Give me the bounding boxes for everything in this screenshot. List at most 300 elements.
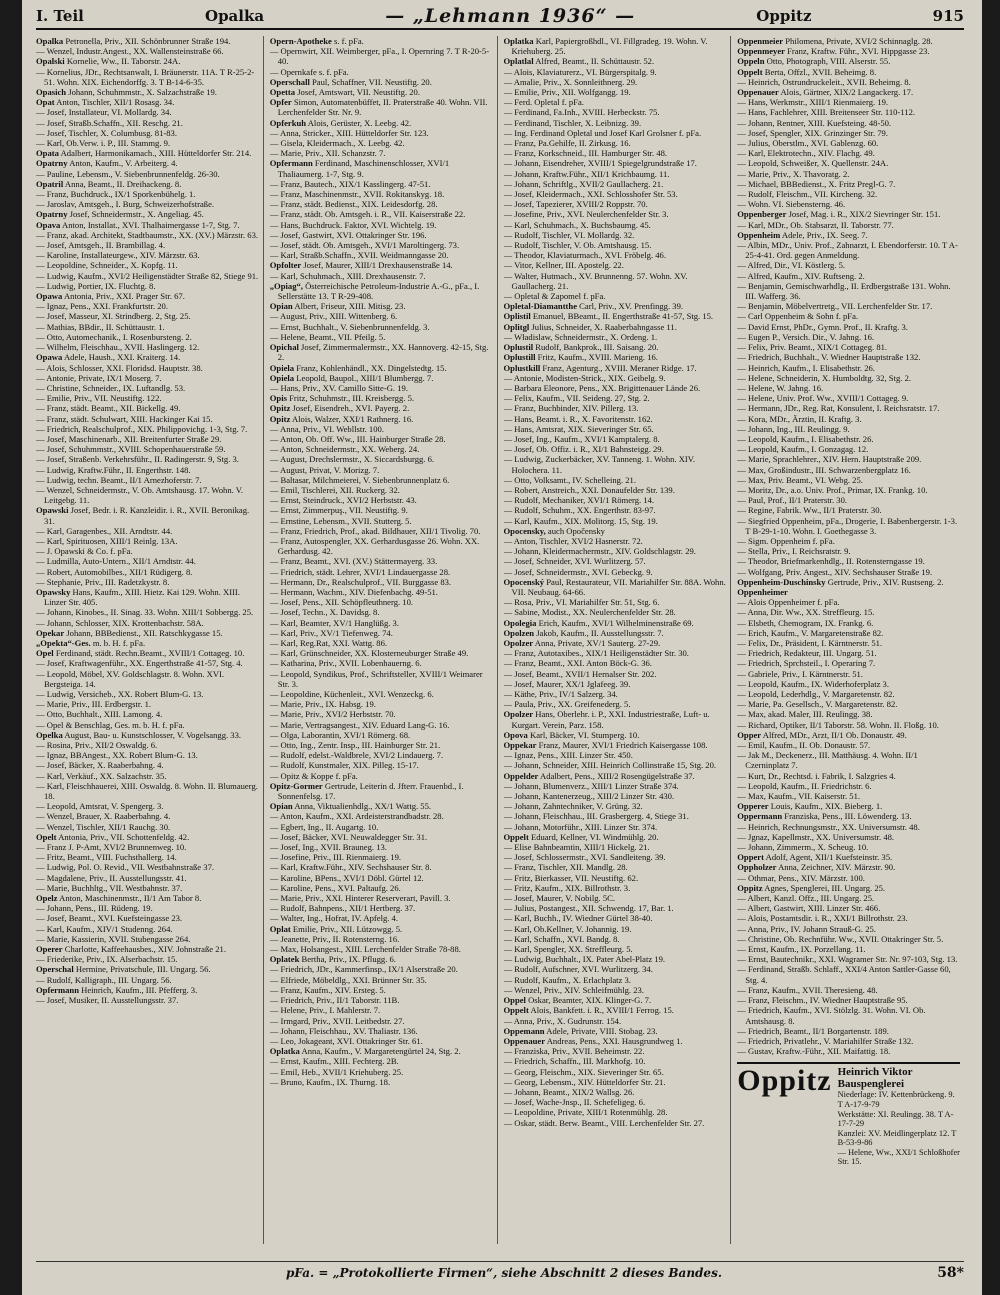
directory-entry: — Christine, Schneider., IX. Luftandlg. 53.	[36, 382, 186, 393]
directory-entry: — Helene, Univ. Prof. Ww., XVIII/1 Cottageg. 9.	[737, 393, 909, 404]
directory-entry: Opperer Louis, Kaufm., XIX. Bieberg. 1.	[737, 801, 883, 812]
directory-entry: — Ernst, Steindruck., XVI/2 Herbststr. 43.	[269, 495, 417, 506]
directory-entry: — Franz, städt. Ob. Amtsgeh. i. R., VII. Kaiserstraße 22.	[269, 209, 466, 220]
directory-entry: — Rudolf, Kalligraph., III. Ungarg. 56.	[36, 974, 172, 985]
directory-entry: — Georg, Fleischm., XIX. Sieveringer Str. 65.	[503, 1066, 664, 1077]
directory-entry: — Marie, Vertragsangest., XIV. Eduard Lang-G. 16.	[269, 719, 450, 730]
directory-entry: — Opernwirt, XII. Weimberger, pFa., I. Opernring 7. T R-20-5-40.	[269, 46, 490, 67]
directory-entry: — Barbara Eleonore, Pens., XX. Brigittenauer Lände 26.	[503, 382, 701, 393]
directory-entry: Opava Anton, Installat., XVI. Thalhaimergasse 1-7, Stg. 7.	[36, 219, 240, 230]
directory-entry: — Opitz & Koppe f. pFa.	[269, 770, 358, 781]
directory-entry: Oppelt Eduard, Kellner, VI. Windmühlg. 20.	[503, 831, 659, 842]
directory-entry: — Karl, Straßb.Schaffn., XVII. Weidmanngasse 20.	[269, 250, 449, 261]
directory-entry: Oppenauer Andreas, Pens., XXI. Hausgrundweg 1.	[503, 1035, 683, 1046]
directory-entry: — Albert, Kanzl. Offz., III. Ungarg. 25.	[737, 893, 875, 904]
directory-entry: — Rudolf, Fleischm., VII. Kircheng. 32.	[737, 189, 878, 200]
directory-entry: — Jaroslav, Amtsgeh., I. Burg, Schweizerhofstraße.	[36, 199, 215, 210]
directory-entry: — Ferdinand, Straßb. Schlaff., XXI/4 Anton Sattler-Gasse 60, Stg. 4.	[737, 964, 951, 985]
directory-entry: Oplatka Anna, Kaufm., V. Margaretengürtel 24, Stg. 2.	[269, 1046, 461, 1057]
directory-entry: — Emilie, Priv., XII. Wolfgangg. 19.	[503, 87, 631, 98]
directory-entry: — Anna, Priv., VI. Webllstr. 100.	[269, 423, 384, 434]
directory-entry: Opfer Simon, Automatenbüffet, II. Praterstraße 40. Wohn. VII. Lerchenfelder Str. Nr. 9.	[269, 97, 488, 118]
directory-entry: — Albin, MDr., Univ. Prof., Zahnarzt, I. Ebendorferstr. 10. T A-25-4-41. Ord. gegen Anmeldung.	[737, 240, 958, 261]
directory-entry: — Josef, Maschinenarb., XII. Breitenfurter Straße 29.	[36, 433, 222, 444]
directory-entry: Oppenmeier Philomena, Private, XVI/2 Schinnaglg. 28.	[737, 36, 933, 46]
directory-entry: — Friedrich, Privatlehr., V. Mariahilfer Straße 132.	[737, 1035, 914, 1046]
directory-entry: Operschall Paul, Schaffner, VII. Neustiftg. 20.	[269, 76, 432, 87]
directory-entry: — Johann, Eisendreher, XVIII/1 Spiegelgrundstraße 17.	[503, 158, 697, 169]
directory-entry: — Jgnaz, Kapellmstr., XX. Universumstr. 48.	[737, 831, 895, 842]
directory-entry: — Helene, Priv., I. Mahlerstr. 7.	[269, 1005, 381, 1016]
book-title: — „Lehmann 1936“ —	[385, 5, 636, 27]
directory-entry: — Josef, Installateur, VI. Mollardg. 34.	[36, 107, 172, 118]
directory-entry: Oplustkill Franz, Agenturg., XVIII. Meraner Ridge. 17.	[503, 362, 697, 373]
directory-entry: — Wilhelm, Fleischhau., XVII. Haslingerg. 12.	[36, 342, 200, 353]
directory-entry: — Josefine, Priv., III. Rienmaierg. 19.	[269, 852, 402, 863]
column-4	[737, 36, 964, 1244]
directory-entry: — Heinrich, Rechnungsmstr., XX. Universumstr. 48.	[737, 821, 920, 832]
directory-entry: Opis Fritz, Schuhmstr., III. Kreisbergg. 5.	[269, 393, 415, 404]
directory-entry: — Max, Holsangest., XIII. Lerchenfelder Straße 78-88.	[269, 944, 461, 955]
directory-entry: Opocenský Paul, Restaurateur, VII. Mariahilfer Str. 88A. Wohn. VII. Neubaug. 64-66.	[503, 576, 726, 597]
directory-entry: — Siegfried Oppenheim, pFa., Drogerie, I. Babenbergerstr. 1-3. T B-29-1-10. Wohn. I. Goethegasse 3.	[737, 515, 958, 536]
directory-entry: — Antonie, Modisten-Strick., XIX. Geibelg. 9.	[503, 372, 666, 383]
directory-entry: — Josef, Wache-Jnsp., II. Schefeligeg. 6.	[503, 1097, 646, 1108]
directory-entry: — Marie, Kassierin, XVII. Stubengasse 264.	[36, 933, 191, 944]
directory-entry: — Hans, Amtsrat, XIX. Sieveringer Str. 65.	[503, 423, 654, 434]
directory-entry: Opfolter Josef, Maurer, XIII/1 Drexhausenstraße 14.	[269, 260, 453, 271]
directory-entry: — Paul, Prof., II/1 Praterstr. 30.	[737, 495, 848, 506]
ad-firm: Heinrich Viktor Bauspenglerei	[837, 1066, 913, 1091]
directory-entry: — Otto, Automechanik., I. Rosenbursteng. 2.	[36, 331, 192, 342]
directory-entry: — Robert, Anstreich., XXI. Donaufelder Str. 139.	[503, 484, 675, 495]
directory-entry: — Paula, Priv., XX. Greifenederg. 5.	[503, 699, 631, 710]
directory-entry: — Emil, Tischlerei, XII. Ruckerg. 32.	[269, 484, 400, 495]
directory-entry: — Gisela, Kleidermach., X. Leebg. 42.	[269, 138, 405, 149]
directory-entry: — Hermann, Wachm., XIV. Diefenbachg. 49-51.	[269, 586, 438, 597]
directory-entry: — Leopoldine, Schneider., X. Kopfg. 11.	[36, 260, 178, 271]
directory-entry: — Johann, Fleischhau., III. Grasbergerg. 4, Stiege 31.	[503, 811, 689, 822]
directory-entry: Opolegia Erich, Kaufm., XVI/1 Wilhelminenstraße 69.	[503, 617, 694, 628]
directory-entry: — Friedrich, Beamt., II/1 Borgartenstr. 189.	[737, 1025, 889, 1036]
directory-entry: — Rudolf, Schuhm., XX. Engerthstr. 83-97.	[503, 505, 656, 516]
directory-entry: — Regine, Fabrik. Ww., II/1 Praterstr. 30.	[737, 505, 882, 516]
directory-entry: — Franz, Buchbinder, XIV. Pillerg. 13.	[503, 403, 639, 414]
directory-entry: Oppel Oskar, Beamter, XIX. Klinger-G. 7.	[503, 995, 652, 1006]
directory-entry: — Helene, Beamt., VII. Pfeilg. 5.	[269, 331, 386, 342]
directory-entry: — Karl, Buchh., IV. Wiedner Gürtel 38-40.	[503, 913, 653, 924]
directory-entry: Opelka August, Bau- u. Kunstschlosser, V. Vogelsangg. 33.	[36, 729, 242, 740]
directory-entry: — Ignaz, Pens., XIII. Linzer Str. 450.	[503, 750, 633, 761]
directory-entry: Opitz-Gormer Gertrude, Leiterin d. Jfterr. Frauenbd., I. Sonnenfelsg. 17.	[269, 780, 464, 802]
directory-entry: Oplatek Bertha, Priv., IX. Pflugg. 6.	[269, 954, 396, 965]
keyword-right: Oppitz	[756, 7, 812, 25]
directory-entry: — Felix, Priv. Beamt., XIX/1 Cottageg. 81.	[737, 342, 888, 353]
directory-entry: — Franz, Fleischm., IV. Wiedner Hauptstraße 95.	[737, 995, 908, 1006]
directory-entry: — Josef, Beamt., XVI. Kuefsteingasse 23.	[36, 913, 183, 924]
directory-entry: — Leopold, Lederhdlg., V. Margaretenstr. 82.	[737, 689, 895, 699]
column-3	[504, 36, 732, 1244]
directory-entry: — Leopold, Schweißer, X. Quellenstr. 24A.	[737, 158, 889, 169]
column-2	[270, 36, 498, 1244]
directory-entry: Oppenheimer	[737, 586, 788, 597]
directory-entry: — Ferd. Opletal f. pFa.	[503, 97, 584, 108]
directory-entry: Oppemann Adele, Private, VIII. Stobag. 23.	[503, 1025, 658, 1036]
directory-entry: — Otto, Buchhalt., XIII. Lamong. 4.	[36, 709, 163, 720]
directory-entry: — Egbert, Ing., II. Augartg. 10.	[269, 821, 379, 832]
directory-entry: — Ignaz, Pens., XXI. Frankfurtstr. 20.	[36, 301, 168, 312]
directory-entry: — Franz, Korkschneid., III. Hamburger Str. 48.	[503, 148, 668, 159]
directory-entry: — Mathias, BBdir., II. Schüttaustr. 1.	[36, 321, 165, 332]
directory-entry: — Anna, Priv., IV. Johann Strauß-G. 25.	[737, 923, 876, 934]
directory-entry: — Ludwig, Kraftw.Führ., II. Engerthstr. 148.	[36, 464, 191, 475]
directory-entry: — Rosina, Priv., XII/2 Oswaldg. 6.	[36, 740, 158, 751]
directory-entry: — Alfred, Kaufm., XIV. Ruftseng. 2.	[737, 270, 865, 281]
directory-entry: — Amalie, Priv., X. Sonnleithnerg. 29.	[503, 76, 638, 87]
directory-entry: — Sabine, Modist., XX. Neulerchenfelder Str. 28.	[503, 607, 676, 618]
directory-entry: — Friedrich, Kaufm., XVI. Stölzlg. 31. Wohn. VI. Ob. Amtshausg. 8.	[737, 1005, 926, 1026]
directory-entry: — Marie, Pa. Gesellsch., V. Margaretenstr. 82.	[737, 699, 898, 710]
directory-entry: — Eugen P., Versich. Dir., V. Jahng. 16.	[737, 331, 875, 342]
directory-entry: — Benjamin, Möbelvertretg., VII. Lerchenfelder Str. 17.	[737, 301, 933, 312]
ad-brand: Oppitz	[737, 1064, 832, 1098]
directory-entry: — Hans, Buchdruck. Faktor, XVI. Wichtelg. 19.	[269, 219, 437, 230]
directory-entry: — Władislaw, Schneidermstr., X. Ordeng. 1.	[503, 331, 658, 342]
directory-entry: — Opel & Benschlag, Ges. m. b. H. f. pFa.	[36, 719, 185, 730]
directory-entry: — Marie, Priv., X. Thavoratg. 2.	[737, 168, 850, 179]
directory-entry: — Alois Oppenheimer f. pFa.	[737, 597, 840, 608]
directory-entry: Opel Ferdinand, städt. Rechn.Beamt., XVIII/1 Cottageg. 10.	[36, 648, 245, 659]
directory-entry: — Ludwig, Kaufm., XVI/2 Heiligenstädter Straße 82, Stiege 91.	[36, 270, 259, 281]
directory-entry: Oppelder Adalbert, Pens., XIII/2 Rosengügelstraße 37.	[503, 770, 695, 781]
directory-entry: Oppenheim-Duschinsky Gertrude, Priv., XIV. Rustseng. 2.	[737, 576, 944, 587]
directory-entry: — Franz, Kaufm., XIV. Ersteg. 5.	[269, 984, 386, 995]
directory-entry: — Wenzel, Brauer, X. Raaberbahng. 4.	[36, 811, 171, 822]
directory-entry: — Rudolf, Aufschner, XVI. Wurlitzerg. 34.	[503, 964, 653, 975]
directory-entry: — Opletal & Zapomel f. pFa.	[503, 291, 606, 302]
page-marker: 58*	[937, 1265, 964, 1281]
directory-entry: — Marie, Priv., XXI. Hinterer Reserverart, Pavill. 3.	[269, 893, 451, 904]
directory-entry: — Olga, Laborantin, XVI/1 Römerg. 68.	[269, 729, 411, 740]
directory-entry: — Karl, MDr., Ob. Stabsarzt, II. Taborstr. 77.	[737, 219, 894, 230]
directory-entry: — Irmgard, Priv., XVII. Leitbedstr. 27.	[269, 1015, 405, 1026]
directory-entry: — Josef, Ob. Offiz. i. R., XI/1 Bahnsteigg. 29.	[503, 444, 664, 455]
directory-entry: — Franz, Pa.Gehilfe, II. Zirkusg. 16.	[503, 138, 631, 149]
directory-entry: Opawsky Hans, Kaufm., XIII. Hietz. Kai 129. Wohn. XIII. Linzer Str. 405.	[36, 586, 240, 608]
directory-entry: — Rudolf, Tischler, VI. Mollardg. 32.	[503, 229, 635, 240]
directory-entry: — Karl, Kaufm., XIV/1 Studenng. 264.	[36, 923, 173, 934]
directory-entry: — Josef, Tischler, X. Columbusg. 81-83.	[36, 127, 177, 138]
directory-entry: — Alfred, Dir., VI. Köstlerg. 5.	[737, 260, 846, 271]
directory-entry: — Othmar, Pens., XIV. Märzstr. 100.	[737, 872, 865, 883]
directory-entry: — Karoline, BPens., XVI/1 Döbl. Gürtel 12.	[269, 872, 424, 883]
directory-entry: — Georg, Lebensm., XIV. Hütteldorfer Str. 21.	[503, 1076, 666, 1087]
directory-entry: Opova Karl, Bäcker, VI. Stumperg. 10.	[503, 729, 640, 740]
page-footer	[36, 1261, 964, 1281]
directory-entry: — Anna, Stricker., XIII. Hütteldorfer Str. 123.	[269, 127, 429, 138]
directory-entry: — Wohn. VI. Siebensterng. 46.	[737, 199, 846, 210]
directory-entry: — Johann, Schlosser, XIX. Krottenbachstr. 58A.	[36, 617, 204, 628]
directory-entry: Oppenberger Josef, Mag. i. R., XIX/2 Sievringer Str. 151.	[737, 209, 941, 220]
directory-entry: Opata Adalbert, Harmonikamach., XIII. Hütteldorfer Str. 214.	[36, 148, 252, 159]
directory-entry: — Hans, Priv., XV. Camillo Sitte-G. 19.	[269, 382, 408, 393]
directory-entry: — Josef, Beamt., XVII/1 Hernalser Str. 202.	[503, 668, 657, 679]
directory-entry: — Johann, Rentner, XIII. Kuefsteing. 48-50.	[737, 117, 892, 128]
directory-entry: — Max, Kaufm., VII. Kaiserstr. 51.	[737, 791, 861, 802]
directory-entry: — Franz, städt. Beamt., XII. Bickellg. 49.	[36, 403, 181, 414]
directory-entry: Opelz Anton, Maschinenmstr., II/1 Am Tabor 8.	[36, 893, 202, 904]
directory-entry: Opolzer Hans, Oberlehr. i. P., XXI. Industriestraße, Luft- u. Kurgart. Verein, Parz. 158.	[503, 709, 710, 730]
directory-entry: — Anton, Kaufm., XXI. Ardeisterstrandbadstr. 28.	[269, 811, 444, 822]
directory-entry: — David Ernst, PhDr., Gymn. Prof., II. Kraftg. 3.	[737, 321, 908, 332]
directory-entry: — Walter, Hutmach., XV. Brunnenng. 57. Wohn. XV. Gaullacherg. 21.	[503, 270, 688, 291]
directory-entry: — Theodor, Klaviaturmach., XVI. Fröbelg. 46.	[503, 250, 667, 261]
directory-entry: — Leopoldine, Küchenleit., XVI. Wenzeckg. 6.	[269, 689, 434, 699]
directory-entry: — Johann, Kinobes., II. Sinag. 33. Wohn. XIII/1 Sobbergg. 25.	[36, 607, 254, 618]
directory-entry: — Franz, Bautech., XIX/1 Kasslingerg. 47-51.	[269, 178, 431, 189]
directory-entry: Oplustil Rudolf, Bankprok., III. Saisang. 20.	[503, 342, 659, 353]
directory-entry: Opichal Josef, Zimmermalermstr., XX. Hannoverg. 42-15, Stg. 2.	[269, 342, 489, 363]
directory-entry: — Hans, Werkmstr., XIII/1 Rienmaierg. 19.	[737, 97, 889, 108]
directory-entry: — Opernkafe s. f. pFa.	[269, 66, 349, 77]
directory-entry: — Karl, Reg.Rat, XXI. Wattg. 86.	[269, 637, 388, 648]
directory-entry: — Richard, Optiker, II/1 Taborstr. 58. Wohn. II. Floßg. 10.	[737, 719, 939, 730]
directory-entry: Operschal Hermine, Privatschule, III. Ungarg. 56.	[36, 964, 211, 975]
directory-entry: — Friedrich, Schaffn., III. Markhofg. 10.	[503, 1056, 646, 1067]
directory-entry: „Opiag“, Österreichische Petroleum-Industrie A.-G., pFa., I. Sellerstätte 13. T R-29-408.	[269, 280, 480, 302]
directory-entry: — Karl, Kaufm., XIX. Molitorg. 15, Stg. 19.	[503, 515, 658, 526]
directory-entry: — Josef, Spengler, XIX. Grinzinger Str. 79.	[737, 127, 888, 138]
directory-entry: Opolzer Anna, Private, XV/1 Sauterg. 27-29.	[503, 637, 661, 648]
page-number: 915	[932, 7, 964, 25]
directory-entry: — Marie, Sprachlehrer., XIV. Hern. Hauptstraße 209.	[737, 454, 922, 465]
directory-entry: — Leopold, Kaufm., I. Gonzagag. 12.	[737, 444, 869, 455]
directory-entry: — Albert, Gastwirt, XIII. Linzer Str. 466.	[737, 903, 881, 914]
directory-entry: — Leopold, Möbel, XV. Goldschlagstr. 8. Wohn. XVI. Bergsteiga. 14.	[36, 668, 225, 689]
directory-entry: — August, Priv., XIII. Wittenberg. 6.	[269, 311, 398, 322]
directory-entry: — Friedrich, Redakteur, III. Ungarg. 51.	[737, 648, 877, 659]
directory-entry: — Josef, Straßb.Schaffn., XII. Reschg. 21.	[36, 117, 183, 128]
directory-entry: — Alois, Postamtsdir. i. R., XXI/1 Billrothstr. 23.	[737, 913, 908, 924]
ad-line: Niederlage: IV. Kettenbrückeng. 9. T A-17-9-79	[837, 1090, 955, 1109]
directory-entry: — Oskar, städt. Berw. Beamt., VIII. Lerchenfelder Str. 27.	[503, 1117, 705, 1128]
directory-entry: — Wenzel, Tischler, XII/1 Rauchg. 30.	[36, 821, 171, 832]
directory-entry: Opitz Josef, Eisendreh., XVI. Payerg. 2.	[269, 403, 410, 414]
directory-entry: — Johann, Schneider, XIII. Heinrich Collinstraße 15, Stg. 20.	[503, 760, 717, 771]
directory-entry: — Franz, Maschinenmstr., XVII. Rokitanskyg. 18.	[269, 189, 445, 200]
directory-entry: — Leo, Jokageant, XVI. Ottakringer Str. 61.	[269, 1035, 423, 1046]
directory-entry: Oplat Emilie, Priv., XII. Lützowgg. 5.	[269, 923, 403, 934]
directory-entry: — Josef, städt. Ob. Amtsgeh., XVI/1 Maroltingerg. 73.	[269, 240, 460, 251]
directory-entry: — Anton, Schneidermstr., XX. Weberg. 24.	[269, 444, 420, 455]
directory-entry: Opern-Apotheke s. f. pFa.	[269, 36, 364, 46]
directory-entry: — Friedrich, Sprchsteil., I. Operaring 7.	[737, 658, 876, 669]
column-4-entries	[737, 36, 960, 1056]
directory-entry: — Leopold, Amtsrat, V. Spengerg. 3.	[36, 801, 164, 812]
directory-entry: — Josef, Bäcker, XVI. Neuwaldegger Str. 31.	[269, 831, 428, 842]
advertisement	[737, 1062, 960, 1167]
directory-entry: — Josef, Ing., Kaufm., XVI/1 Kamptalerg. 8.	[503, 433, 660, 444]
directory-entry: — Michael, BBBedienst., X. Fritz Pregl-G. 7.	[737, 178, 896, 189]
directory-entry: — August, Drechslermstr., X. Siccardsburgg. 6.	[269, 454, 435, 465]
directory-entry: Opian Anna, Viktualienhdlg., XX/1 Wattg. 55.	[269, 801, 432, 812]
directory-entry: — Wolfgang, Priv. Angest., XIV. Sechshauser Straße 19.	[737, 566, 933, 577]
directory-entry: — Franz J. P-Amt, XVI/2 Brunnenweg. 10.	[36, 842, 187, 853]
directory-entry: Oplistil Emanuel, BBeamt., II. Engerthstraße 41-57, Stg. 15.	[503, 311, 714, 322]
directory-entry: Opatrny Josef, Schneidermstr., X. Angeliag. 45.	[36, 209, 204, 220]
directory-entry: — Karl, Ob.Kellner, V. Johannig. 19.	[503, 923, 632, 934]
directory-entry: — Johann, Blumenverz., XIII/1 Linzer Straße 374.	[503, 780, 679, 791]
footer-note: pFa. = „Protokollierte Firmen“, siehe Abschnitt 2 dieses Bandes.	[286, 1266, 722, 1280]
directory-entry: — Otto, Volksamt., IV. Schelleing. 21.	[503, 474, 636, 485]
directory-entry: — Karoline, Pens., XVI. Paltaufg. 26.	[269, 882, 401, 893]
directory-entry: — Max, akad. Maler, III. Reulingg. 38.	[737, 709, 873, 720]
directory-entry: Oppekar Franz, Maurer, XVI/1 Friedrich Kaisergasse 108.	[503, 740, 708, 751]
directory-entry: Opawa Antonia, Priv., XXI. Prager Str. 67.	[36, 291, 185, 302]
directory-entry: — Emilie, Priv., VII. Neustiftg. 122.	[36, 393, 162, 404]
directory-entry: — Friedrich, Realschulprof., XIX. Philippovichg. 1-3, Stg. 7.	[36, 423, 248, 434]
ad-line: Werkstätte: XI. Reulingg. 38. T A-17-7-29	[837, 1109, 954, 1129]
directory-entry: Oplustill Fritz, Kaufm., XVIII. Marieng. 16.	[503, 352, 658, 363]
directory-entry: — Josef, Ing., XVII. Brauneg. 13.	[269, 842, 387, 853]
directory-entry: — Franz, Beamt., XVI. (XV.) Stättermayerg. 33.	[269, 556, 438, 567]
directory-entry: Oppelt Berta, Offzl., XVII. Beheimg. 8.	[737, 66, 877, 77]
directory-entry: — Karl, Beamter, XV/1 Hanglüßg. 3.	[269, 617, 400, 628]
directory-entry: Opferkuh Alois, Gerüster, X. Leebg. 42.	[269, 117, 412, 128]
directory-entry: — Anton, Tischler, XVI/2 Hasnerstr. 72.	[503, 535, 643, 546]
directory-entry: — Stephanie, Priv., III. Radetzkystr. 8.	[36, 576, 170, 587]
directory-entry: — Karl, Schuhmach., XIII. Drexhausenstr. 7.	[269, 270, 426, 281]
directory-entry: — Hans, Fachlehrer, XIII. Breitenseer Str. 110-112.	[737, 107, 916, 118]
directory-entry: — Walter, Ing., Hofrat, IV. Apfelg. 4.	[269, 913, 398, 924]
directory-entry: Opfermann Ferdinand, Maschinenschlosser, XVI/1 Thaliaumerg. 1-7, Stg. 9.	[269, 158, 450, 179]
directory-entry: Opetta Josef, Amtswart, VII. Neustiftg. 20.	[269, 87, 420, 98]
directory-entry: — Josef, Maurer, XX/1 Jglafeeg. 39.	[503, 678, 631, 689]
directory-entry: Opawa Adele, Haush., XXI. Kraiterg. 14.	[36, 352, 181, 363]
directory-entry: Opfermann Heinrich, Kaufm., III. Pfefferg. 3.	[36, 984, 198, 995]
directory-entry: — Felix, Kaufm., VII. Seideng. 27, Stg. 2.	[503, 393, 650, 404]
directory-entry: Oppelt Alois, Bankfett. i. R., XVIII/1 Ferrog. 15.	[503, 1005, 674, 1016]
directory-entry: Oplatlal Alfred, Beamt., II. Schüttaustr. 52.	[503, 56, 655, 67]
directory-entry: — Franz, Friedrich, Prof., akad. Bildhauer, XII/1 Tivolig. 70.	[269, 525, 481, 536]
directory-entry: — Franz, städt. Schulwart, XIII. Hackinger Kai 15.	[36, 413, 213, 424]
directory-entry: — Wenzel, Industr.Angest., XX. Wallensteinstraße 66.	[36, 46, 224, 57]
directory-entry: — Josef, Techn., X. Davidsg. 8.	[269, 607, 380, 618]
directory-entry: — Elise Bahnbeamtin, XIII/1 Hickelg. 21.	[503, 842, 650, 853]
directory-columns	[36, 36, 964, 1244]
directory-entry: Opekar Johann, BBBedienst., XII. Ratschkygasse 15.	[36, 627, 223, 638]
directory-entry: — Ignaz, BBAngest., XX. Robert Blum-G. 13.	[36, 750, 198, 761]
directory-entry: — Kurt, Dr., Rechtsd. i. Fabrik, I. Salzgries 4.	[737, 770, 896, 781]
directory-entry: — Karl, Verkäuf., XX. Salzachstr. 35.	[36, 770, 167, 781]
directory-entry: — Rudolf, edelst.-Waldbrele, XVI/2 Lindauerg. 7.	[269, 750, 444, 761]
directory-entry: — Hermann, JDr., Reg. Rat, Konsulent, I. Reichsratstr. 17.	[737, 403, 940, 414]
directory-entry: — Johann, Kantenerzeug., XIII/2 Linzer Str. 430.	[503, 791, 675, 802]
directory-entry: — Franz, städt. Bedienst., XIX. Leidesdorfg. 28.	[269, 199, 438, 210]
directory-entry: — Christine, Ob. Rechnführ. Ww., XVII. Ottakringer Str. 5.	[737, 933, 944, 944]
directory-entry: — Karl, Schuhmach., X. Buchsbaumg. 45.	[503, 219, 651, 230]
directory-entry: — Rudolf, Mechaniker, XVI/1 Römerg. 14.	[503, 495, 655, 506]
directory-entry: — Josef, Kraftwagenführ., XX. Engerthstraße 41-57, Stg. 4.	[36, 658, 243, 669]
directory-entry: — Leopold, Kaufm., I. Elisabethstr. 26.	[737, 433, 874, 444]
directory-entry: — Friedrich, städt. Lehrer, XVI/1 Lindauergasse 28.	[269, 566, 451, 577]
directory-entry: Opper Alfred, MDr., Arzt, II/1 Ob. Donaustr. 49.	[737, 729, 907, 740]
directory-entry: — Josef, Amtsgeh., II. Brambillag. 4.	[36, 240, 166, 251]
directory-entry: — Gustav, Kraftw.-Führ., XII. Maifattig. 18.	[737, 1046, 891, 1057]
directory-entry: — Josef, Straßenb. Verkehrsführ., II. Radingerstr. 9, Stg. 3.	[36, 454, 239, 465]
directory-entry: — Josef, Bäcker, X. Raaberbahng. 4.	[36, 760, 164, 771]
directory-entry: — Ernst, Kaufm., XIII. Fechterg. 2B.	[269, 1056, 399, 1067]
directory-entry: — Ernstine, Lebensm., XVII. Stutterg. 5.	[269, 515, 412, 526]
directory-entry: — Käthe, Priv., IV/1 Salzerg. 34.	[503, 689, 618, 699]
directory-entry: — Carl Oppenheim & Sohn f. pFa.	[737, 311, 859, 322]
directory-page	[22, 0, 982, 1295]
directory-entry: — Josef, Gastwirt, XVI. Ottakringer Str. 196.	[269, 229, 427, 240]
directory-entry: — Ludwig, techn. Beamt., II/1 Arnezhoferstr. 7.	[36, 474, 202, 485]
directory-entry: — Kora, MDr., Ärztin, II. Kraftg. 3.	[737, 413, 862, 424]
directory-entry: — Johann, Motorführ., XIII. Linzer Str. 374.	[503, 821, 658, 832]
directory-entry: — Kornelius, JDr., Rechtsanwalt, I. Bräunerstr. 11A. T R-25-2-51. Wohn. XIX. Eichendorffg. 3. T B-14-6-35.	[36, 66, 255, 87]
directory-entry: — Fritz, Bierkasser, VII. Neustiftg. 62.	[503, 872, 639, 883]
directory-entry: — Moritz, Dr., a.o. Univ. Prof., Primar, IX. Frankg. 10.	[737, 484, 928, 495]
directory-entry: — Felix, Dr., Präsident, I. Kärntnerstr. 51.	[737, 637, 883, 648]
directory-entry: — Theodor, Briefmarkenhdlg., II. Rotensterngasse 19.	[737, 556, 925, 567]
directory-entry: — Fritz, Kaufm., XIX. Billrothstr. 3.	[503, 882, 631, 893]
directory-entry: — Bruno, Kaufm., IX. Thurng. 18.	[269, 1076, 391, 1087]
directory-entry: Oppenmeyer Franz, Kraftw. Führ., XVI. Hippgasse 23.	[737, 46, 930, 57]
directory-entry: — Josef, Musiker, II. Ausstellungsstr. 37.	[36, 995, 179, 1006]
ad-lines	[838, 1090, 960, 1167]
directory-entry: Oplitgl Julius, Schneider, X. Raaberbahngasse 11.	[503, 321, 677, 332]
directory-entry: — Magdalene, Priv., II. Ausstellungsstr. 41.	[36, 872, 187, 883]
directory-entry: „Opekta“-Ges. m. b. H. f. pFa.	[36, 637, 146, 648]
directory-entry: — Friedrich, Priv., II/1 Taborstr. 11B.	[269, 995, 400, 1006]
directory-entry: — Ludwig, Portier, IX. Fluchtg. 8.	[36, 280, 156, 291]
directory-entry: — Karl, Fleischhauerei, XIII. Oswaldg. 8. Wohn. II. Blumauerg. 18.	[36, 780, 258, 802]
directory-entry: — Marie, Priv., XVI/2 Herbststr. 70.	[269, 709, 396, 720]
directory-entry: — Jak M., Deckenerz., III. Matthäusg. 4. Wohn. II/1 Czerninplatz 7.	[737, 750, 918, 771]
directory-entry: — Johann, Pens., III. Rüdeng. 19.	[36, 903, 153, 914]
directory-entry: Opatril Anna, Beamt., II. Dreihackeng. 8.	[36, 178, 182, 189]
directory-entry: — Karoline, Installateurgew., XIV. Märzstr. 63.	[36, 250, 200, 261]
directory-entry: — Josefine, Priv., XVI. Neulerchenfelder Str. 3.	[503, 209, 669, 220]
directory-entry: Opawski Josef, Bedr. i. R. Kanzleidir. i. R., XVII. Beronikag. 31.	[36, 505, 250, 526]
directory-entry: Opasich Johann, Schuhmmstr., X. Salzachstraße 19.	[36, 87, 217, 98]
directory-entry: — Max, Priv. Beamt., VI. Webg. 25.	[737, 474, 863, 485]
directory-entry: — Karl, Elektrotechn., XIV. Flachg. 49.	[737, 148, 875, 159]
directory-entry: — Franz, akad. Architekt, Stadtbaumstr., XX. (XV.) Märzstr. 63.	[36, 229, 259, 240]
directory-entry: — Elfriede, Möbeldlg., XXI. Brünner Str. 35.	[269, 974, 427, 985]
directory-entry: — Wenzel, Schneidermstr., V. Ob. Amtshausg. 17. Wohn. V. Leitgebg. 11.	[36, 484, 244, 506]
directory-entry: — Rudolf, Bahnpens., XII/1 Hertberg. 37.	[269, 903, 416, 914]
directory-entry: — Vitor, Kellner, III. Apostelg. 22.	[503, 260, 624, 271]
directory-entry: — Marie, Priv., XII. Schanzstr. 7.	[269, 148, 386, 159]
directory-entry: — J. Opawski & Co. f. pFa.	[36, 546, 133, 557]
directory-entry: Opian Albert, Friseur, XIII. Mitisg. 23.	[269, 301, 406, 312]
directory-entry: — Heinrich, Kaufm., I. Elisabethstr. 26.	[737, 362, 875, 373]
directory-entry: — Hermann, Dr., Realschulprof., VII. Burggasse 83.	[269, 576, 452, 587]
directory-entry: — Karl, Priv., XV/1 Tiefenweg. 74.	[269, 627, 393, 638]
directory-entry: — Julius, Postangest., XII. Schwendg. 17, Bar. 1.	[503, 903, 674, 914]
directory-entry: Oppenheim Adele, Priv., IX. Seeg. 7.	[737, 229, 868, 240]
directory-entry: — Karl, Spengler, XX. Streffleurg. 5.	[503, 944, 633, 955]
directory-entry: — Karl, Spirituosen, XIII/1 Reinlg. 13A.	[36, 535, 178, 546]
directory-entry: — Franz, Autospengler, XX. Gerhardusgasse 26. Wohn. XX. Gerhardusg. 42.	[269, 535, 480, 557]
directory-entry: Opolzen Jakob, Kaufm., II. Ausstellungsstr. 7.	[503, 627, 664, 638]
directory-entry: — Ing. Ferdinand Opletal und Josef Karl Grolsner f. pFa.	[503, 127, 702, 138]
directory-entry: Opatrny Anton, Kaufm., V. Arbeiterg. 4.	[36, 158, 178, 169]
directory-entry: — Karl, Kraftw.Führ., XIV. Sechshauser Str. 8.	[269, 862, 432, 873]
